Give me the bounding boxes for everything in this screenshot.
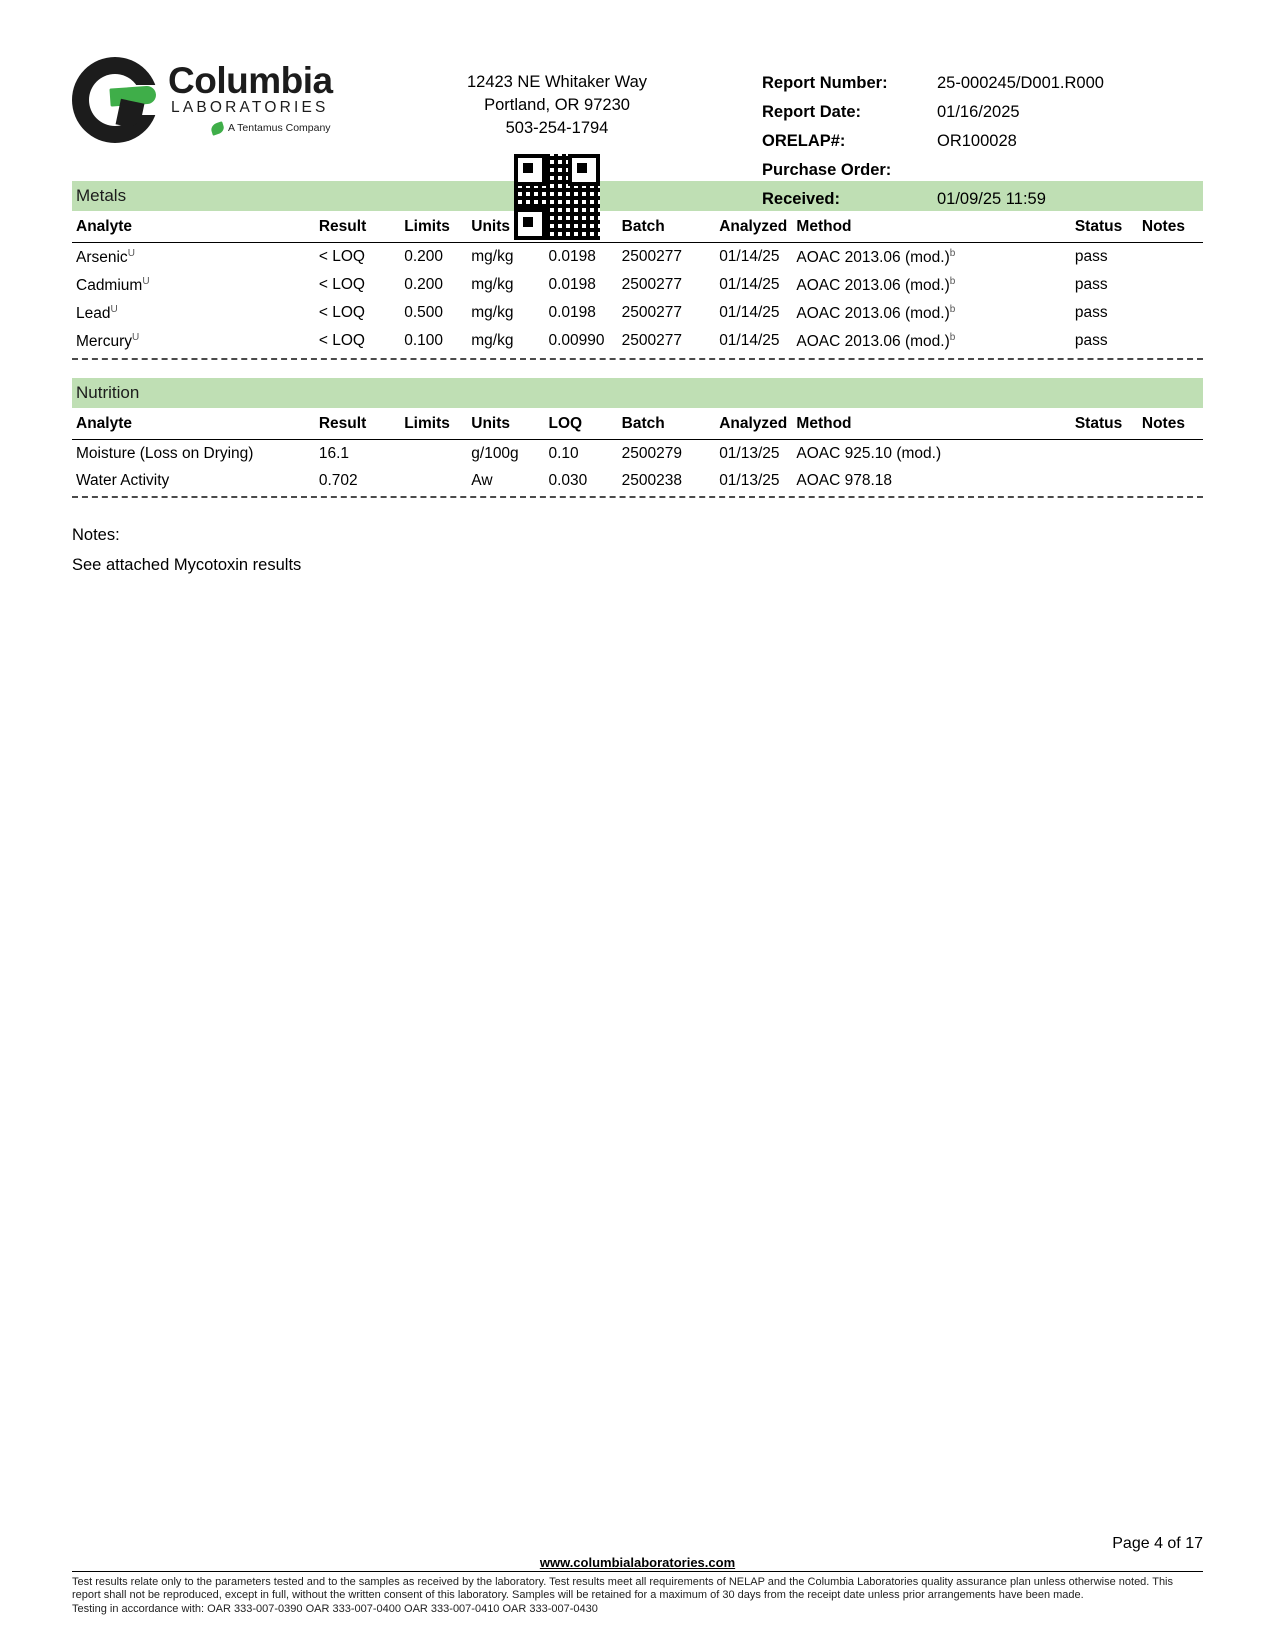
cell-loq: 0.0198 [548, 276, 596, 294]
address-line-2: Portland, OR 97230 [484, 96, 630, 114]
cell-method [792, 299, 1070, 327]
cell-analyzed: 01/14/25 [719, 304, 780, 322]
cell-notes [1138, 243, 1203, 272]
analyte-footnote: U [142, 276, 150, 288]
cell-analyte [72, 327, 315, 355]
cell-method: AOAC 925.10 (mod.) [796, 444, 942, 462]
meta-label: Report Date: [762, 103, 862, 121]
method-name: AOAC 2013.06 (mod.) [796, 249, 950, 267]
method-footnote: b [949, 332, 956, 344]
cell-method [792, 243, 1070, 272]
cell-limits: 0.100 [404, 332, 443, 350]
website-link[interactable]: www.columbialaboratories.com [539, 1554, 736, 1570]
table-row [72, 299, 1203, 327]
cell-analyte: Moisture (Loss on Drying) [76, 444, 254, 462]
leaf-icon [210, 121, 226, 135]
cell-status [1071, 439, 1138, 467]
cell-units: mg/kg [471, 276, 514, 294]
cell-result: 0.702 [318, 471, 358, 489]
meta-label: ORELAP#: [762, 132, 846, 150]
company-subtitle: LABORATORIES [171, 99, 329, 116]
cell-method [792, 271, 1070, 299]
col-header-batch: Batch [618, 408, 716, 440]
report-metadata [712, 55, 1203, 214]
section-title-nutrition: Nutrition [72, 378, 1203, 408]
cell-batch: 2500279 [621, 444, 682, 462]
col-header-method: Method [792, 408, 1070, 440]
cell-notes [1138, 327, 1203, 355]
meta-row-report-number [762, 69, 1203, 98]
table-row [72, 243, 1203, 272]
meta-value: 01/16/2025 [937, 103, 1020, 121]
col-header-loq: LOQ [544, 408, 617, 440]
col-header-analyzed: Analyzed [715, 408, 792, 440]
qr-code-icon [514, 154, 600, 240]
cell-result: < LOQ [318, 276, 365, 294]
section-divider [72, 358, 1203, 360]
cell-limits [400, 439, 467, 467]
cell-units: mg/kg [471, 332, 514, 350]
meta-value: 01/09/25 11:59 [937, 190, 1046, 208]
cell-units: Aw [471, 471, 493, 489]
lab-address [402, 55, 712, 240]
cell-analyte [72, 243, 315, 272]
cell-analyzed: 01/14/25 [719, 332, 780, 350]
cell-notes [1138, 299, 1203, 327]
meta-row-orelap [762, 127, 1203, 156]
col-header-limits: Limits [400, 211, 467, 243]
cell-analyzed: 01/14/25 [719, 248, 780, 265]
cell-loq: 0.00990 [548, 332, 605, 350]
company-wordmark [168, 55, 333, 134]
meta-row-report-date [762, 98, 1203, 127]
cell-loq: 0.0198 [548, 304, 596, 322]
col-header-analyzed: Analyzed [715, 211, 792, 243]
method-name: AOAC 2013.06 (mod.) [796, 277, 950, 295]
analyte-name: Mercury [76, 333, 132, 351]
cell-units: mg/kg [471, 248, 514, 265]
cell-status: pass [1074, 248, 1108, 265]
cell-status: pass [1074, 332, 1108, 350]
footer-accreditation: Testing in accordance with: OAR 333-007-0390 OAR 333-007-0400 OAR 333-007-0410 OAR 333-007-0430 [72, 1602, 598, 1615]
meta-value: 25-000245/D001.R000 [937, 74, 1104, 92]
cell-limits [400, 467, 467, 494]
cell-result: 16.1 [318, 444, 350, 462]
col-header-analyte: Analyte [72, 211, 315, 243]
cell-notes [1138, 271, 1203, 299]
cell-limits: 0.200 [404, 248, 443, 265]
col-header-batch: Batch [618, 211, 716, 243]
method-name: AOAC 2013.06 (mod.) [796, 333, 950, 351]
section-title-metals: Metals [72, 181, 1203, 211]
footer-disclaimer: Test results relate only to the parameters tested and to the samples as received by the laboratory. Test results meet all requirements of NELAP and the Columbia Laboratories quality assurance plan unless otherwise noted. This report shall not be reproduced, except in full, without the written consent of this laboratory. Samples will be retained for a maximum of 30 days from the receipt date unless prior arrangements have been made. [72, 1575, 1173, 1601]
cell-limits: 0.500 [404, 304, 443, 322]
cell-method: AOAC 978.18 [796, 471, 893, 489]
table-row [72, 327, 1203, 355]
cell-units: mg/kg [471, 304, 514, 322]
columbia-logo-icon [72, 57, 158, 143]
footer-divider [72, 1571, 1203, 1572]
table-row [72, 439, 1203, 467]
report-footer [72, 1535, 1203, 1617]
cell-batch: 2500277 [621, 276, 682, 294]
cell-loq: 0.10 [548, 444, 579, 462]
cell-batch: 2500277 [621, 332, 682, 350]
analyte-footnote: U [110, 304, 118, 316]
cell-limits: 0.200 [404, 276, 443, 294]
analyte-footnote: U [127, 248, 135, 259]
cell-notes [1138, 467, 1203, 494]
notes-section [72, 520, 1203, 580]
cell-analyzed: 01/14/25 [719, 276, 780, 294]
meta-row-received [762, 185, 1203, 214]
col-header-method: Method [792, 211, 1070, 243]
cell-batch: 2500238 [621, 471, 682, 489]
table-row [72, 467, 1203, 494]
page-number: Page 4 of 17 [1112, 1534, 1203, 1552]
meta-row-purchase-order [762, 156, 1203, 185]
notes-text: See attached Mycotoxin results [72, 555, 302, 574]
table-row [72, 271, 1203, 299]
method-footnote: b [949, 304, 956, 316]
method-name: AOAC 2013.06 (mod.) [796, 305, 950, 323]
notes-heading: Notes: [72, 525, 120, 544]
meta-label: Report Number: [762, 74, 888, 92]
results-table-nutrition [72, 408, 1203, 494]
analyte-name: Cadmium [76, 277, 143, 295]
method-footnote: b [949, 276, 956, 288]
cell-analyte [72, 271, 315, 299]
col-header-result: Result [315, 211, 400, 243]
section-divider [72, 496, 1203, 498]
results-table-metals [72, 211, 1203, 356]
section-nutrition [72, 378, 1203, 498]
cell-status: pass [1074, 304, 1108, 322]
company-tagline: A Tentamus Company [228, 122, 331, 134]
col-header-limits: Limits [400, 408, 467, 440]
col-header-result: Result [315, 408, 400, 440]
col-header-notes: Notes [1138, 211, 1203, 243]
cell-result: < LOQ [318, 304, 365, 322]
cell-analyzed: 01/13/25 [719, 444, 780, 462]
col-header-analyte: Analyte [72, 408, 315, 440]
address-line-1: 12423 NE Whitaker Way [466, 73, 648, 91]
cell-batch: 2500277 [621, 248, 682, 265]
cell-analyte: Water Activity [76, 471, 170, 489]
cell-analyzed: 01/13/25 [719, 471, 780, 489]
cell-analyte [72, 299, 315, 327]
cell-loq: 0.030 [548, 471, 588, 489]
table-header-row [72, 408, 1203, 440]
meta-label: Received: [762, 190, 840, 208]
cell-loq: 0.0198 [548, 248, 596, 265]
meta-value: OR100028 [937, 132, 1017, 150]
cell-result: < LOQ [318, 248, 365, 265]
company-tagline-row [168, 122, 333, 134]
meta-label: Purchase Order: [762, 161, 892, 179]
analyte-name: Lead [76, 305, 111, 323]
col-header-notes: Notes [1138, 408, 1203, 440]
cell-status: pass [1074, 276, 1108, 294]
cell-status [1071, 467, 1138, 494]
cell-units: g/100g [471, 444, 519, 462]
company-name: Columbia [168, 60, 333, 101]
col-header-units: Units [467, 408, 544, 440]
lab-phone: 503-254-1794 [505, 119, 609, 137]
col-header-status: Status [1071, 408, 1138, 440]
analyte-footnote: U [131, 332, 140, 344]
cell-batch: 2500277 [621, 304, 682, 322]
analyte-name: Arsenic [76, 249, 128, 267]
col-header-units: Units [467, 211, 544, 243]
cell-method [792, 327, 1070, 355]
col-header-status: Status [1071, 211, 1138, 243]
method-footnote: b [949, 248, 956, 259]
cell-notes [1138, 439, 1203, 467]
company-logo [72, 55, 402, 143]
cell-result: < LOQ [318, 332, 365, 350]
